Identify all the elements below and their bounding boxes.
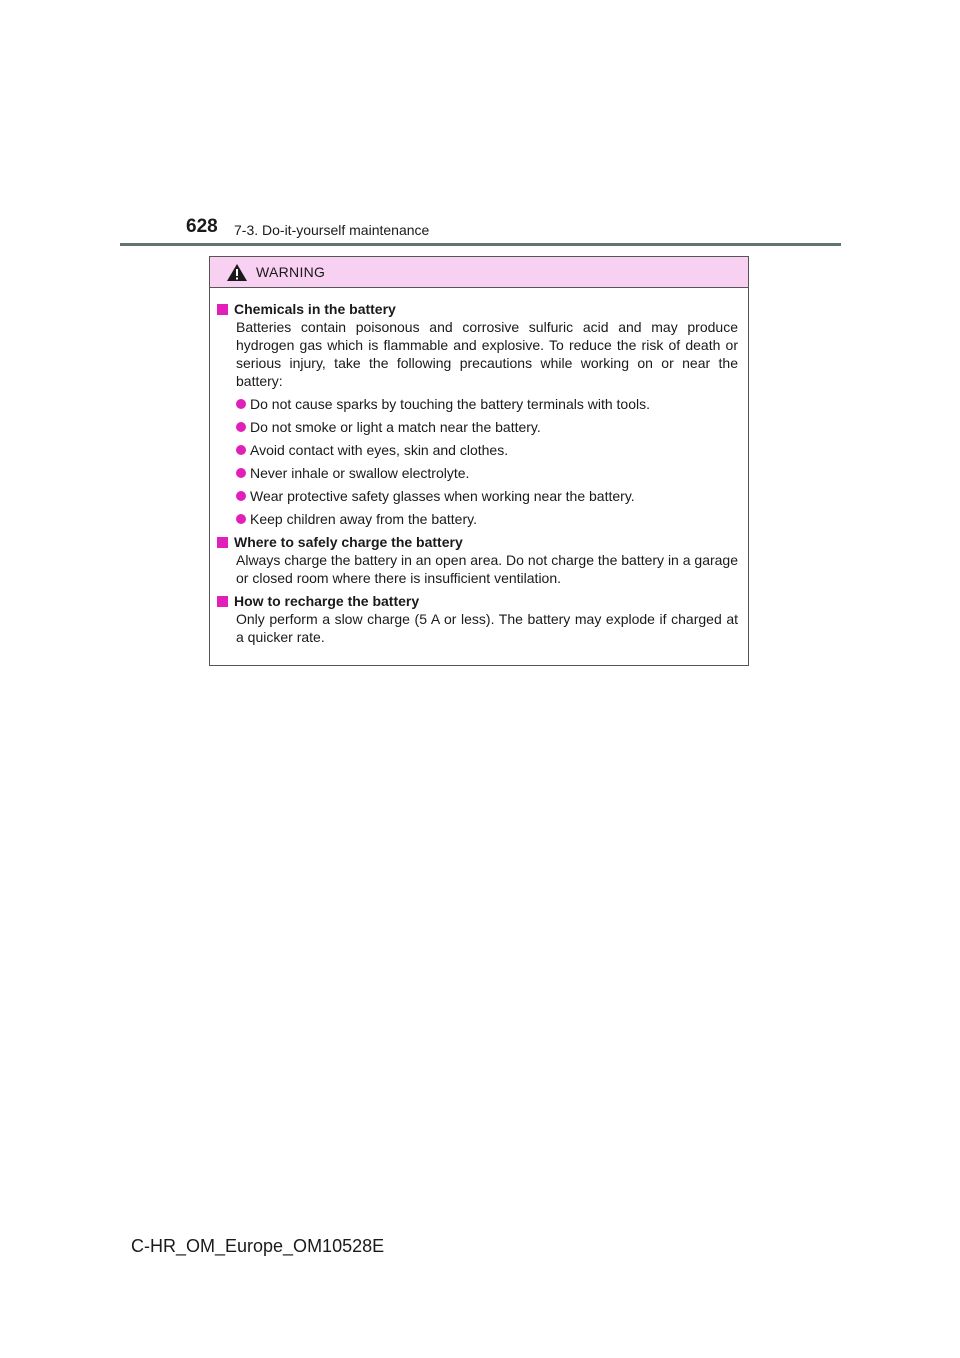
footer-doc-code: C-HR_OM_Europe_OM10528E [131,1236,385,1256]
bullet-item [236,441,738,459]
circle-bullet-icon [236,491,246,501]
bullet-text: Do not cause sparks by touching the battery terminals with tools. [250,396,650,412]
square-bullet-icon [217,596,228,607]
bullet-text: Keep children away from the battery. [250,511,477,527]
item-paragraph: Only perform a slow charge (5 A or less). The battery may explode if charged at a quicker rate. [236,611,738,645]
bullet-item [236,418,738,436]
warning-header [210,257,748,288]
item-heading-text: How to recharge the battery [234,593,420,609]
square-bullet-icon [217,304,228,315]
circle-bullet-icon [236,514,246,524]
item-heading [217,592,738,610]
bullet-item [236,487,738,505]
circle-bullet-icon [236,422,246,432]
warning-body [210,288,748,646]
item-heading-text: Where to safely charge the battery [234,534,463,550]
warning-item-where-to-charge [217,533,738,587]
warning-item-chemicals [217,300,738,528]
warning-triangle-icon [226,263,248,282]
page-number: 628 [186,216,218,237]
warning-label: WARNING [256,264,326,280]
bullet-text: Wear protective safety glasses when working near the battery. [250,488,635,504]
circle-bullet-icon [236,468,246,478]
bullet-text: Never inhale or swallow electrolyte. [250,465,470,481]
circle-bullet-icon [236,399,246,409]
warning-box [209,256,749,666]
bullet-item [236,395,738,413]
bullet-item [236,510,738,528]
item-heading [217,300,738,318]
bullet-item [236,464,738,482]
warning-item-how-to-recharge [217,592,738,646]
item-paragraph: Batteries contain poisonous and corrosive sulfuric acid and may produce hydrogen gas which is flammable and explosive. To reduce the risk of death or serious injury, take the following precautions while working on or near the battery: [236,319,738,389]
header-rule [120,243,841,246]
circle-bullet-icon [236,445,246,455]
bullet-text: Do not smoke or light a match near the battery. [250,419,541,435]
item-heading-text: Chemicals in the battery [234,301,396,317]
bullet-text: Avoid contact with eyes, skin and clothes. [250,442,509,458]
square-bullet-icon [217,537,228,548]
item-heading [217,533,738,551]
section-title: 7-3. Do-it-yourself maintenance [234,222,430,238]
item-paragraph: Always charge the battery in an open area. Do not charge the battery in a garage or closed room where there is insufficient ventilation. [236,552,738,586]
